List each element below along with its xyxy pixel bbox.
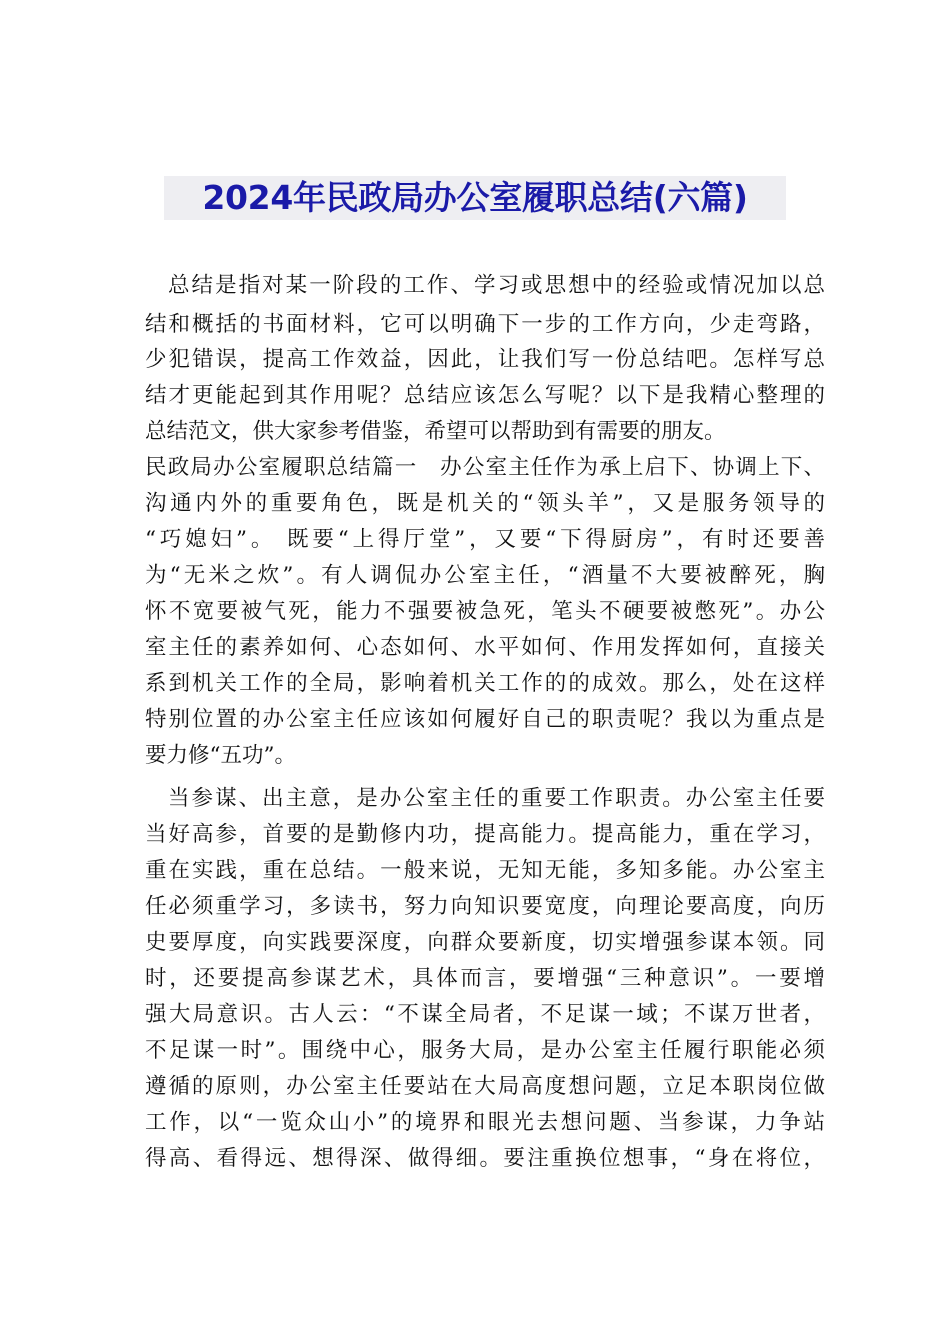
paragraph-line: 要力修“五功”。 <box>145 743 296 768</box>
paragraph-line: 系到机关工作的全局，影响着机关工作的的成效。那么，处在这样 <box>145 671 825 696</box>
paragraph-line: 民政局办公室履职总结篇一 办公室主任作为承上启下、协调上下、 <box>145 455 825 480</box>
paragraph-line: 工作，以“一览众山小”的境界和眼光去想问题、当参谋，力争站 <box>145 1110 825 1135</box>
paragraph-line: 总结是指对某一阶段的工作、学习或思想中的经验或情况加以总 <box>168 273 825 298</box>
paragraph-line: 当参谋、出主意，是办公室主任的重要工作职责。办公室主任要 <box>168 786 825 811</box>
paragraph-line: 得高、看得远、想得深、做得细。要注重换位想事，“身在将位， <box>145 1146 825 1171</box>
paragraph-line: 强大局意识。古人云：“不谋全局者，不足谋一域；不谋万世者， <box>145 1002 825 1027</box>
paragraph-line: 任必须重学习，多读书，努力向知识要宽度，向理论要高度，向历 <box>145 894 825 919</box>
paragraph-line: 当好高参，首要的是勤修内功，提高能力。提高能力，重在学习， <box>145 822 825 847</box>
paragraph-line: 结才更能起到其作用呢？总结应该怎么写呢？以下是我精心整理的 <box>145 383 825 408</box>
paragraph-line: 沟通内外的重要角色，既是机关的“领头羊”，又是服务领导的 <box>145 491 825 516</box>
paragraph-line: 结和概括的书面材料，它可以明确下一步的工作方向，少走弯路， <box>145 312 825 337</box>
paragraph-line: 怀不宽要被气死，能力不强要被急死，笔头不硬要被憋死”。办公 <box>145 599 825 624</box>
paragraph-line: 为“无米之炊”。有人调侃办公室主任，“酒量不大要被醉死，胸 <box>145 563 825 588</box>
paragraph-line: 室主任的素养如何、心态如何、水平如何、作用发挥如何，直接关 <box>145 635 825 660</box>
paragraph-line: 总结范文，供大家参考借鉴，希望可以帮助到有需要的朋友。 <box>145 419 726 444</box>
paragraph-line: 特别位置的办公室主任应该如何履好自己的职责呢？我以为重点是 <box>145 707 825 732</box>
paragraph-line: 史要厚度，向实践要深度，向群众要新度，切实增强参谋本领。同 <box>145 930 825 955</box>
paragraph-line: “巧媳妇”。 既要“上得厅堂”，又要“下得厨房”，有时还要善 <box>145 527 825 552</box>
document-title: 2024年民政局办公室履职总结(六篇) <box>164 176 786 220</box>
paragraph-line: 少犯错误，提高工作效益，因此，让我们写一份总结吧。怎样写总 <box>145 347 825 372</box>
paragraph-line: 遵循的原则，办公室主任要站在大局高度想问题，立足本职岗位做 <box>145 1074 825 1099</box>
paragraph-line: 时，还要提高参谋艺术，具体而言，要增强“三种意识”。一要增 <box>145 966 825 991</box>
paragraph-line: 重在实践，重在总结。一般来说，无知无能，多知多能。办公室主 <box>145 858 825 883</box>
paragraph-line: 不足谋一时”。围绕中心，服务大局，是办公室主任履行职能必须 <box>145 1038 825 1063</box>
